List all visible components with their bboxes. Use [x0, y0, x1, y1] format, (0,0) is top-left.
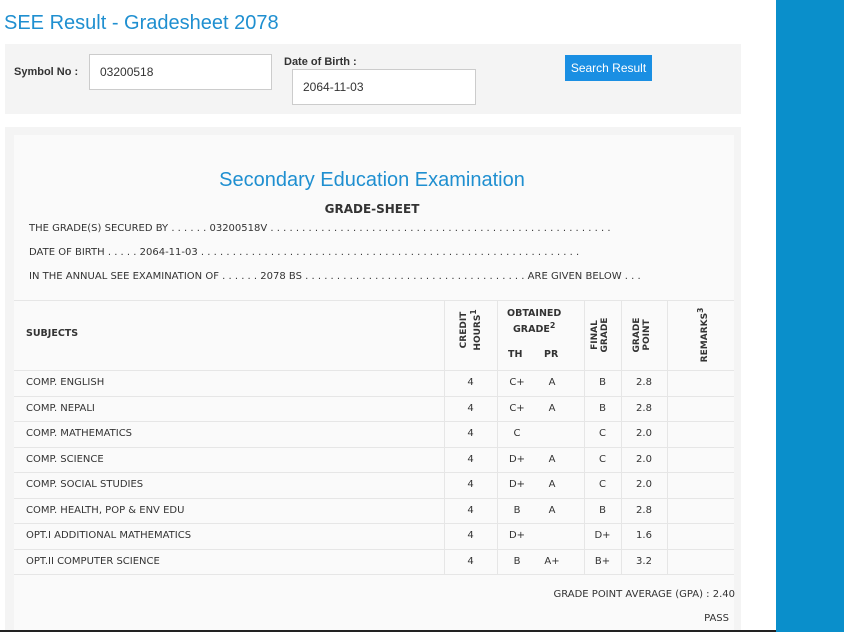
cell-credit: 4: [467, 377, 474, 388]
cell-final: C: [599, 428, 606, 439]
credit-sup: 1: [469, 309, 478, 315]
cell-subject: COMP. MATHEMATICS: [26, 428, 133, 439]
cell-credit: 4: [467, 479, 474, 490]
symbol-value: 03200518V: [209, 223, 268, 234]
th-header: TH: [508, 349, 523, 360]
symbol-label: Symbol No :: [14, 66, 79, 78]
result-status: PASS: [704, 613, 729, 624]
dob-input[interactable]: [292, 69, 476, 105]
search-panel: [5, 44, 741, 114]
col-divider: [667, 549, 668, 575]
cell-final: B: [599, 504, 606, 516]
exam-year: 2078 BS: [260, 271, 302, 282]
grade-sheet: [14, 135, 734, 632]
final-grade-header: [590, 307, 614, 363]
gp-header-line2: POINT: [642, 319, 652, 351]
obtained-header-grade: GRADE: [513, 324, 550, 336]
table-row: [14, 549, 734, 575]
cell-th: B: [513, 504, 521, 516]
cell-subject: COMP. SCIENCE: [26, 453, 104, 465]
cell-pr: A+: [544, 555, 560, 567]
search-result-button[interactable]: Search Result: [565, 55, 652, 81]
obtained-header: OBTAINED: [507, 308, 562, 319]
result-container: [5, 127, 741, 632]
table-row: [14, 447, 734, 473]
cell-gp: 2.8: [636, 377, 652, 388]
credit-header-line1: CREDIT: [459, 311, 469, 349]
col-divider: [584, 301, 585, 371]
cell-gp: 2.0: [636, 428, 652, 439]
col-divider: [667, 370, 668, 396]
secured-by-label: THE GRADE(S) SECURED BY . . . . . .: [29, 223, 210, 234]
table-row: [14, 396, 734, 422]
right-side-bar: [776, 0, 844, 632]
row-divider: [14, 523, 734, 524]
dob-label: Date of Birth :: [284, 56, 357, 68]
row-divider: [14, 498, 734, 499]
cell-final: C: [599, 479, 606, 490]
row-divider: [14, 549, 734, 550]
table-row: [14, 421, 734, 447]
cell-pr: A: [548, 402, 556, 414]
dots: . . . . . . . . . . . . . . . . . . . . . . . . . . . . . . . . . . . . . . . . . . . . . . . . . . . . . . . . . . . .: [197, 247, 580, 258]
cell-subject: COMP. SOCIAL STUDIES: [26, 479, 144, 490]
credit-header-line2: HOURS: [473, 314, 483, 351]
row-divider: [14, 421, 734, 422]
table-header: [14, 300, 734, 371]
gpa-text: GRADE POINT AVERAGE (GPA) : 2.40: [553, 589, 735, 600]
cell-credit: 4: [467, 402, 474, 414]
exam-line-suffix: ARE GIVEN BELOW . . .: [527, 271, 641, 282]
col-divider: [667, 421, 668, 447]
cell-gp: 1.6: [636, 530, 652, 541]
exam-line: [29, 271, 641, 282]
pr-header: PR: [544, 349, 559, 360]
subjects-header: SUBJECTS: [26, 328, 79, 339]
page-title: SEE Result - Gradesheet 2078: [4, 12, 279, 34]
row-divider: [14, 447, 734, 448]
dob-line: [29, 247, 579, 258]
cell-subject: OPT.II COMPUTER SCIENCE: [26, 555, 160, 567]
cell-th: D+: [508, 530, 526, 541]
cell-th: C+: [509, 377, 525, 388]
row-divider: [14, 472, 734, 473]
cell-gp: 2.8: [636, 504, 652, 516]
cell-final: C: [599, 453, 606, 465]
cell-pr: A: [548, 504, 556, 516]
cell-pr: A: [548, 377, 556, 388]
cell-credit: 4: [467, 530, 474, 541]
cell-subject: OPT.I ADDITIONAL MATHEMATICS: [26, 530, 192, 541]
table-row: [14, 472, 734, 498]
gp-header-line1: GRADE: [632, 317, 642, 353]
cell-th: C: [513, 428, 521, 439]
row-divider: [14, 396, 734, 397]
cell-gp: 2.8: [636, 402, 652, 414]
cell-final: B: [599, 377, 606, 388]
cell-th: B: [513, 555, 521, 567]
dob-line-value: 2064-11-03: [139, 247, 198, 258]
cell-final: B: [599, 402, 606, 414]
secured-by-line: [29, 223, 611, 234]
col-divider: [667, 447, 668, 473]
dots: . . . . . . . . . . . . . . . . . . . . . . . . . . . . . . . . . . .: [301, 271, 528, 282]
table-row: [14, 523, 734, 549]
cell-credit: 4: [467, 453, 474, 465]
remarks-header-label: REMARKS: [700, 312, 710, 363]
exam-line-label: IN THE ANNUAL SEE EXAMINATION OF . . . . . .: [29, 271, 261, 282]
col-divider: [444, 301, 445, 371]
grade-sheet-title: GRADE-SHEET: [324, 202, 420, 216]
obtained-sup: 2: [549, 321, 556, 330]
cell-th: D+: [508, 453, 526, 465]
symbol-input[interactable]: [89, 54, 272, 90]
cell-subject: COMP. ENGLISH: [26, 377, 105, 388]
cell-subject: COMP. NEPALI: [26, 402, 95, 414]
dob-line-label: DATE OF BIRTH . . . . .: [29, 247, 140, 258]
cell-final: D+: [594, 530, 611, 541]
col-divider: [667, 301, 668, 371]
col-divider: [667, 498, 668, 524]
cell-gp: 2.0: [636, 453, 652, 465]
col-divider: [621, 301, 622, 371]
remarks-header: [696, 302, 710, 368]
cell-pr: A: [548, 453, 556, 465]
col-divider: [667, 396, 668, 422]
exam-title: Secondary Education Examination: [219, 169, 525, 191]
col-divider: [497, 301, 498, 371]
col-divider: [667, 523, 668, 549]
table-row: [14, 498, 734, 524]
grade-point-header: [632, 307, 656, 363]
dots: . . . . . . . . . . . . . . . . . . . . . . . . . . . . . . . . . . . . . . . . . . . . . . . . . . . . . .: [267, 223, 611, 234]
cell-gp: 2.0: [636, 479, 652, 490]
credit-hours-header: [459, 300, 483, 360]
row-divider: [14, 574, 734, 575]
col-divider: [667, 472, 668, 498]
final-header-line1: FINAL: [590, 320, 600, 350]
obtained-header-line2: [513, 321, 555, 335]
cell-th: C+: [509, 402, 525, 414]
cell-gp: 3.2: [636, 555, 652, 567]
remarks-sup: 3: [696, 307, 705, 313]
final-header-line2: GRADE: [600, 317, 610, 353]
cell-pr: A: [548, 479, 556, 490]
cell-th: D+: [508, 479, 526, 490]
cell-credit: 4: [467, 555, 474, 567]
cell-subject: COMP. HEALTH, POP & ENV EDU: [26, 504, 185, 516]
row-divider: [14, 370, 734, 371]
cell-final: B+: [594, 555, 611, 567]
cell-credit: 4: [467, 504, 474, 516]
cell-credit: 4: [467, 428, 474, 439]
table-row: [14, 370, 734, 396]
